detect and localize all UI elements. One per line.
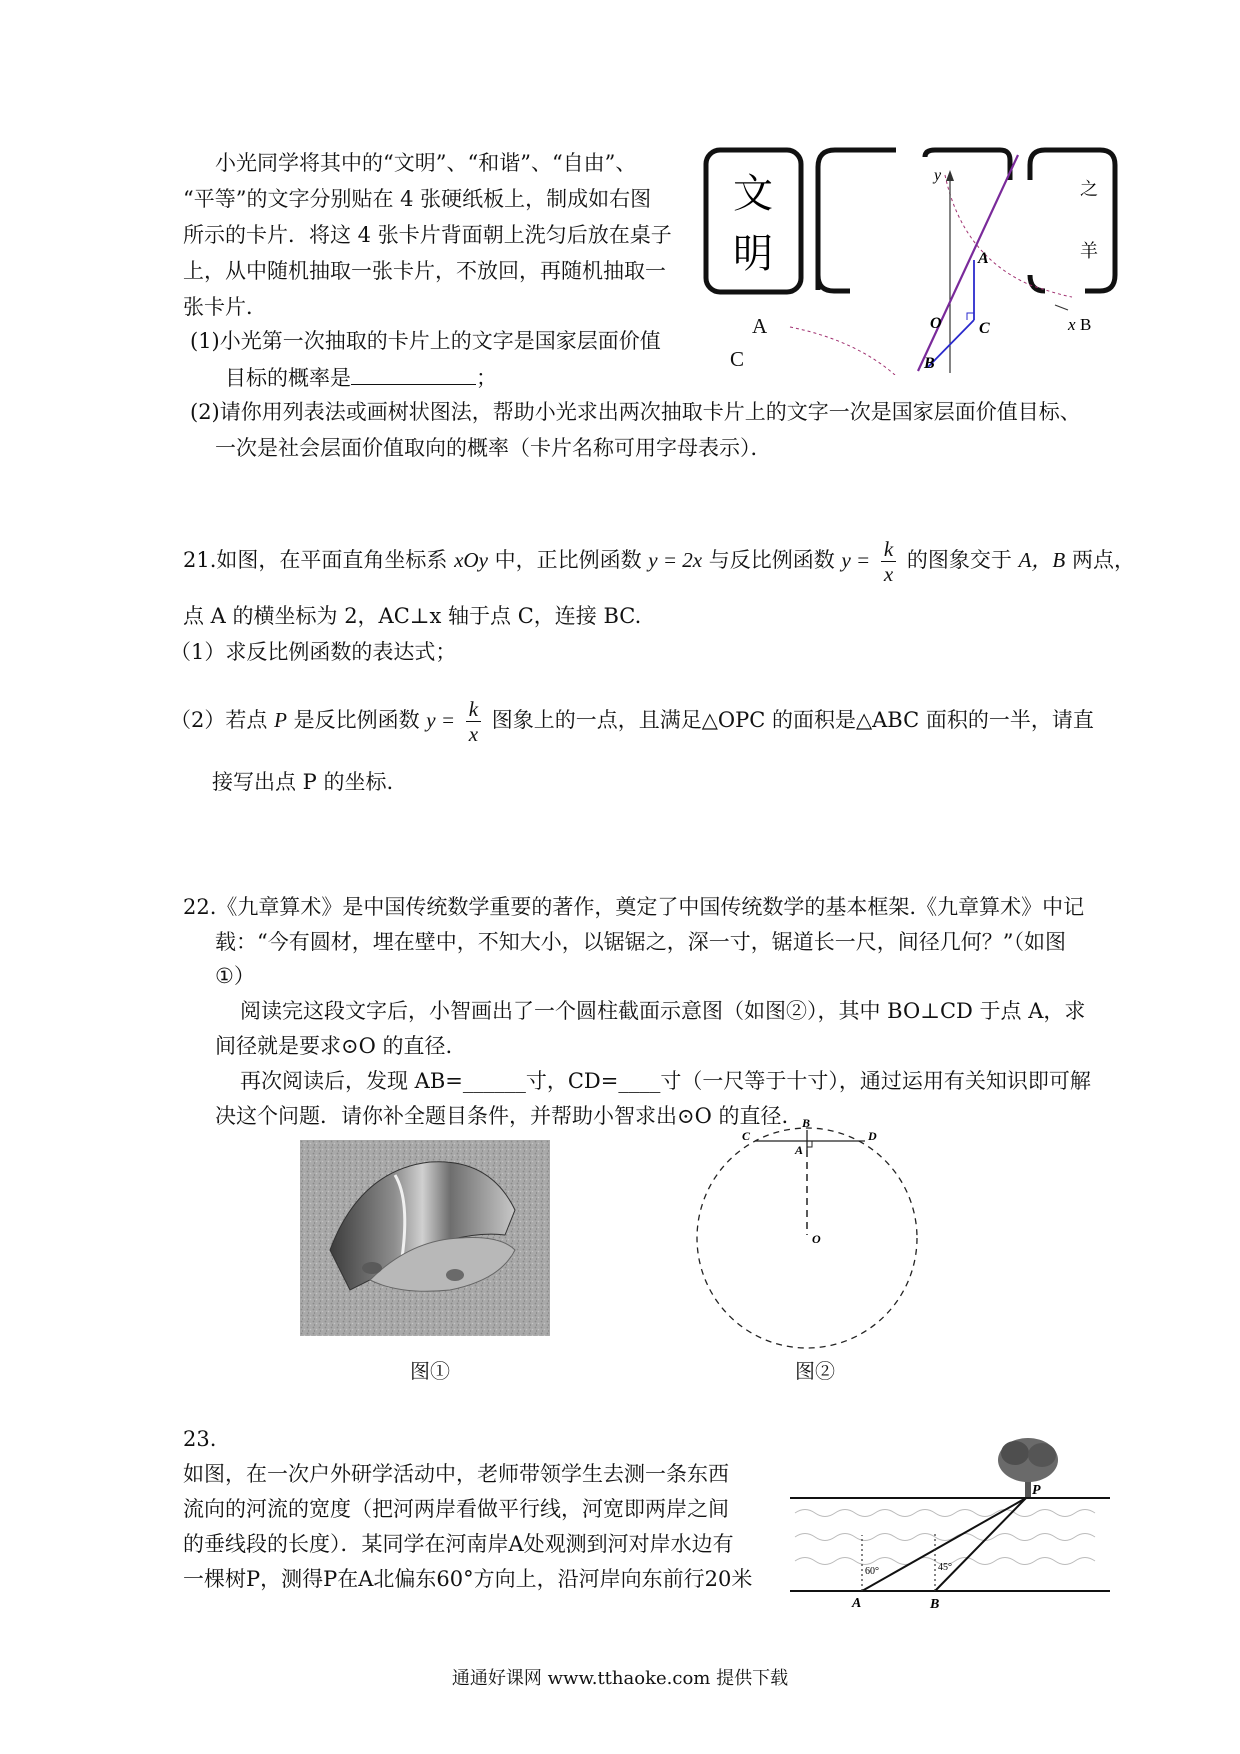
right-angle-mark <box>967 313 974 320</box>
q21-line-1 <box>183 537 1135 586</box>
figure-1-caption: 图① <box>410 1359 450 1383</box>
label-x-b: B <box>1080 315 1092 334</box>
q21-sub2-c: 图象上的一点，且满足△OPC 的面积是△ABC 面积的一半，请直 <box>491 708 1094 732</box>
card-4-edge <box>1030 150 1115 291</box>
q22-line-7: 决这个问题．请你补全题目条件，并帮助小智求出⊙O 的直径. <box>215 1104 789 1128</box>
label-x: x <box>1068 315 1076 334</box>
hyperbola-branch-1 <box>945 175 1072 297</box>
q20-line-4: 上，从中随机抽取一张卡片，不放回，再随机抽取一 <box>183 259 666 283</box>
q21-text-e: 两点， <box>1071 548 1135 572</box>
label-b: B <box>924 355 935 372</box>
label-o: O <box>812 1232 821 1246</box>
q20-sub1-line2 <box>225 362 497 395</box>
q21-text-c: 与反比例函数 <box>708 548 835 572</box>
q21-sub1: （1）求反比例函数的表达式； <box>170 640 457 664</box>
label-a: A <box>795 1143 804 1157</box>
q21-fraction-k-over-x <box>881 537 896 586</box>
card-2-edge <box>818 150 896 290</box>
q22-line-6: 再次阅读后，发现 AB=______寸，CD=____寸（一尺等于十寸），通过运用有关知识即可解 <box>240 1069 1091 1093</box>
hyperbola-branch-2 <box>790 327 895 375</box>
q20-sub2-line2: 一次是社会层面价值取向的概率（卡片名称可用字母表示）． <box>215 436 772 460</box>
q20-sub1-text: 目标的概率是 <box>225 366 351 390</box>
angle-45: 45° <box>938 1562 952 1573</box>
x-axis-arrow <box>1055 305 1068 310</box>
right-angle-mark <box>807 1141 812 1147</box>
q20-sub2-line1: (2)请你用列表法或画树状图法，帮助小光求出两次抽取卡片上的文字一次是国家层面价值目标、 <box>190 400 1081 424</box>
fraction-denominator: x <box>883 562 894 586</box>
river-waves <box>795 1510 1095 1565</box>
figure-river <box>790 1405 1120 1615</box>
card-4-bottom-left <box>1030 275 1045 291</box>
label-c: C <box>742 1129 751 1143</box>
sight-line-bp <box>935 1498 1026 1591</box>
q20-sub1-end: ； <box>476 366 497 390</box>
stray-label-a: A <box>752 314 768 338</box>
q21-sub2-line2: 接写出点 P 的坐标. <box>212 770 394 794</box>
q21-sub2-fraction <box>466 697 481 746</box>
cards-and-graph-figure <box>700 145 1120 375</box>
figure-2-caption: 图② <box>795 1359 835 1383</box>
q21-ab: A，B <box>1018 548 1066 572</box>
q21-text-a: 21.如图，在平面直角坐标系 <box>183 548 448 572</box>
label-d: D <box>868 1129 877 1143</box>
q21-line-2: 点 A 的横坐标为 2，AC⊥x 轴于点 C，连接 BC. <box>183 604 642 628</box>
fraction-numerator: k <box>881 537 896 562</box>
q23-number: 23. <box>183 1427 217 1451</box>
figure-2-circle-diagram <box>690 1110 930 1350</box>
circle-o <box>697 1128 917 1348</box>
q22-line-4: 阅读完这段文字后，小智画出了一个圆柱截面示意图（如图②），其中 BO⊥CD 于点 A，求 <box>240 999 1086 1023</box>
q21-sub2-line1 <box>170 697 1094 746</box>
figure-1-log-photo <box>300 1140 550 1336</box>
q22-line-2: 载：“今有圆材，埋在壁中，不知大小，以锯锯之，深一寸，锯道长一尺，间径几何？”（如图 <box>215 930 1066 954</box>
stray-label-c: C <box>730 347 745 371</box>
q22-line-1: 22.《九章算术》是中国传统数学重要的著作，奠定了中国传统数学的基本框架.《九章算术》中记 <box>183 895 1085 919</box>
label-c: C <box>979 320 990 337</box>
q21-eq-y2x: y = 2x <box>648 548 703 572</box>
q21-text-b: 中，正比例函数 <box>494 548 642 572</box>
q23-line-3: 的垂线段的长度）．某同学在河南岸A处观测到河对岸水边有 <box>183 1532 734 1556</box>
page-footer: 通通好课网 www.tthaoke.com 提供下载 <box>451 1668 789 1689</box>
q20-line-2: “平等”的文字分别贴在 4 张硬纸板上，制成如右图 <box>183 187 652 211</box>
card-2-bottom <box>818 275 850 291</box>
q21-xoy: xOy <box>454 548 488 572</box>
card-4-char-fragment-2: 羊 <box>1080 241 1098 262</box>
label-a: A <box>978 250 989 267</box>
q20-line-3: 所示的卡片．将这 4 张卡片背面朝上洗匀后放在桌子 <box>183 223 672 247</box>
q20-line-5: 张卡片． <box>183 295 267 319</box>
answer-blank <box>351 364 476 385</box>
label-o: O <box>930 315 942 332</box>
q21-sub2-eq: y = <box>426 708 456 732</box>
card-char-2: 明 <box>733 231 773 277</box>
q20-line-1: 小光同学将其中的“文明”、“和谐”、“自由”、 <box>215 151 637 175</box>
label-b: B <box>930 1597 940 1612</box>
q21-eq-y: y = <box>841 548 871 572</box>
label-p: P <box>1032 1483 1041 1498</box>
q23-line-1: 如图，在一次户外研学活动中，老师带领学生去测一条东西 <box>183 1462 729 1486</box>
card-char-1: 文 <box>733 171 773 217</box>
angle-60: 60° <box>865 1566 879 1577</box>
fraction-denominator: x <box>468 722 479 746</box>
card-4-char-fragment: 之 <box>1080 179 1098 200</box>
q22-line-5: 间径就是要求⊙O 的直径. <box>215 1034 453 1058</box>
label-y: y <box>934 167 942 184</box>
q21-text-d: 的图象交于 <box>906 548 1012 572</box>
q21-sub2-a: （2）若点 <box>170 708 268 732</box>
q21-sub2-p: P <box>274 708 287 732</box>
q23-line-4: 一棵树P，测得P在A北偏东60°方向上，沿河岸向东前行20米 <box>183 1567 753 1591</box>
label-a: A <box>852 1596 862 1611</box>
line-y-2x <box>918 155 1018 371</box>
q20-sub1-line1: (1)小光第一次抽取的卡片上的文字是国家层面价值 <box>190 329 661 353</box>
fraction-numerator: k <box>466 697 481 722</box>
q21-sub2-b: 是反比例函数 <box>293 708 420 732</box>
label-b: B <box>802 1116 811 1130</box>
y-axis-arrow <box>946 170 954 181</box>
q23-line-2: 流向的河流的宽度（把河两岸看做平行线，河宽即两岸之间 <box>183 1497 729 1521</box>
q22-line-3: ①） <box>215 964 255 988</box>
sight-line-ap <box>862 1498 1026 1591</box>
